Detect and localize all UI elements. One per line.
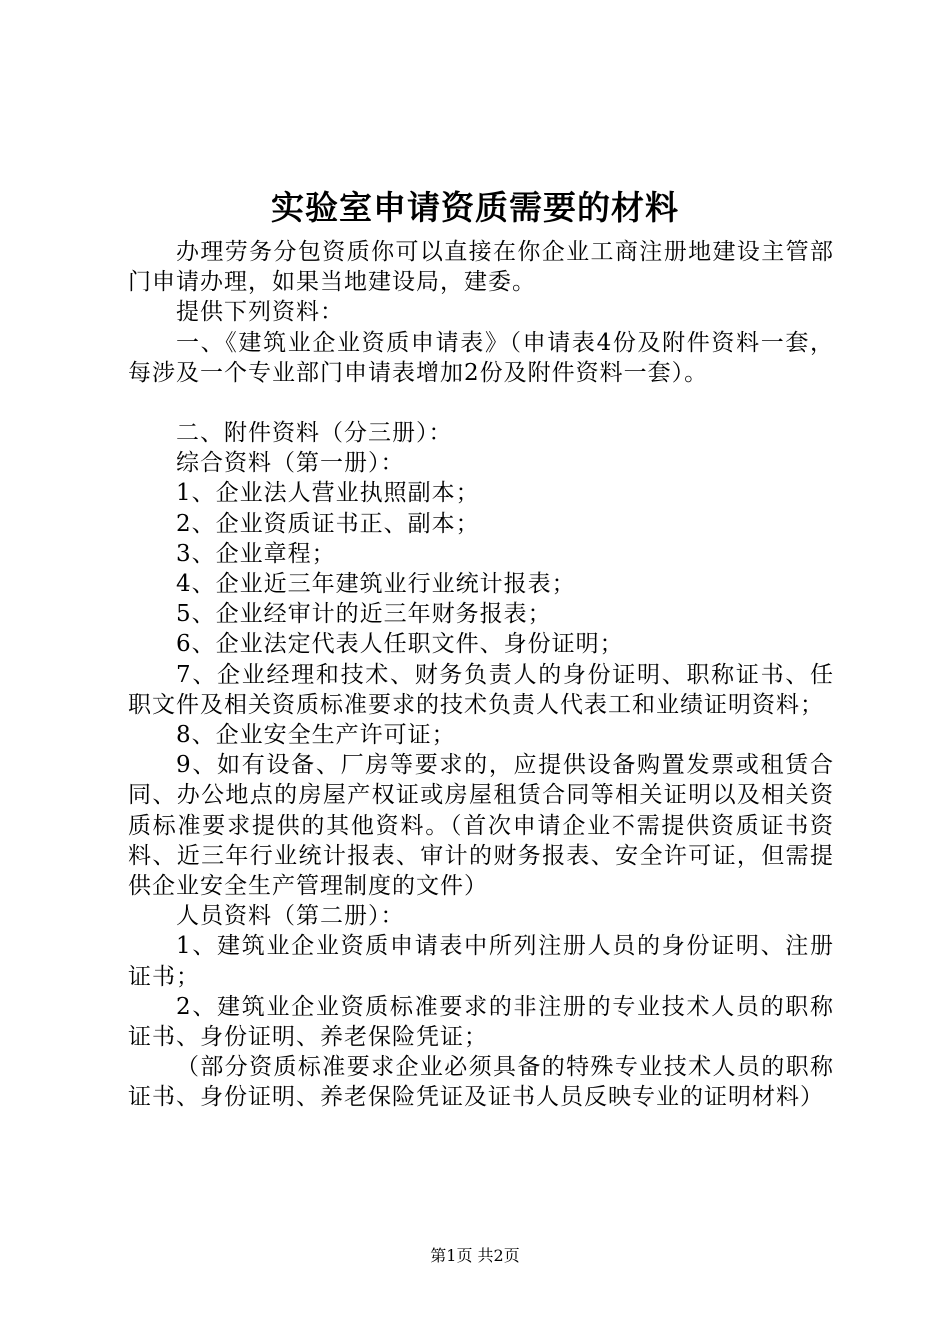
section-heading-volume-one: 综合资料（第一册）： bbox=[176, 450, 405, 477]
paragraph-item-one: 一、《建筑业企业资质申请表》（申请表4份及附件资料一套，每涉及一个专业部门申请表增加2份及附件资料一套）。 bbox=[128, 329, 834, 386]
list-item: 1、建筑业企业资质申请表中所列注册人员的身份证明、注册证书； bbox=[128, 933, 834, 990]
list-item: 9、如有设备、厂房等要求的，应提供设备购置发票或租赁合同、办公地点的房屋产权证或房屋租赁合同等相关证明以及相关资质标准要求提供的其他资料。（首次申请企业不需提供资质证书资料、近三年行业统计报表、审计的财务报表、安全许可证，但需提供企业安全生产管理制度的文件） bbox=[128, 752, 834, 900]
list-item: 4、企业近三年建筑业行业统计报表； bbox=[176, 571, 576, 598]
paragraph-intro: 办理劳务分包资质你可以直接在你企业工商注册地建设主管部门申请办理，如果当地建设局，建委。 bbox=[128, 239, 834, 296]
paragraph-item-two: 二、附件资料（分三册）： bbox=[176, 420, 453, 447]
document-title: 实验室申请资质需要的材料 bbox=[271, 188, 679, 227]
list-item: 8、企业安全生产许可证； bbox=[176, 722, 456, 749]
list-item: 1、企业法人营业执照副本； bbox=[176, 480, 480, 507]
paragraph-provide-list: 提供下列资料： bbox=[176, 299, 344, 326]
list-item: 2、建筑业企业资质标准要求的非注册的专业技术人员的职称证书、身份证明、养老保险凭证； bbox=[128, 993, 834, 1051]
list-item: 5、企业经审计的近三年财务报表； bbox=[176, 601, 552, 628]
section-heading-volume-two: 人员资料（第二册）： bbox=[176, 903, 405, 930]
list-item: 3、企业章程； bbox=[176, 540, 336, 567]
paragraph-note: （部分资质标准要求企业必须具备的特殊专业技术人员的职称证书、身份证明、养老保险凭证及证书人员反映专业的证明材料） bbox=[128, 1054, 834, 1111]
list-item: 2、企业资质证书正、副本； bbox=[176, 510, 480, 537]
page-footer: 第1页 共2页 bbox=[430, 1246, 520, 1265]
list-item: 7、企业经理和技术、财务负责人的身份证明、职称证书、任职文件及相关资质标准要求的技术负责人代表工和业绩证明资料； bbox=[128, 661, 834, 718]
document-body bbox=[128, 237, 834, 1113]
list-item: 6、企业法定代表人任职文件、身份证明； bbox=[176, 631, 624, 658]
